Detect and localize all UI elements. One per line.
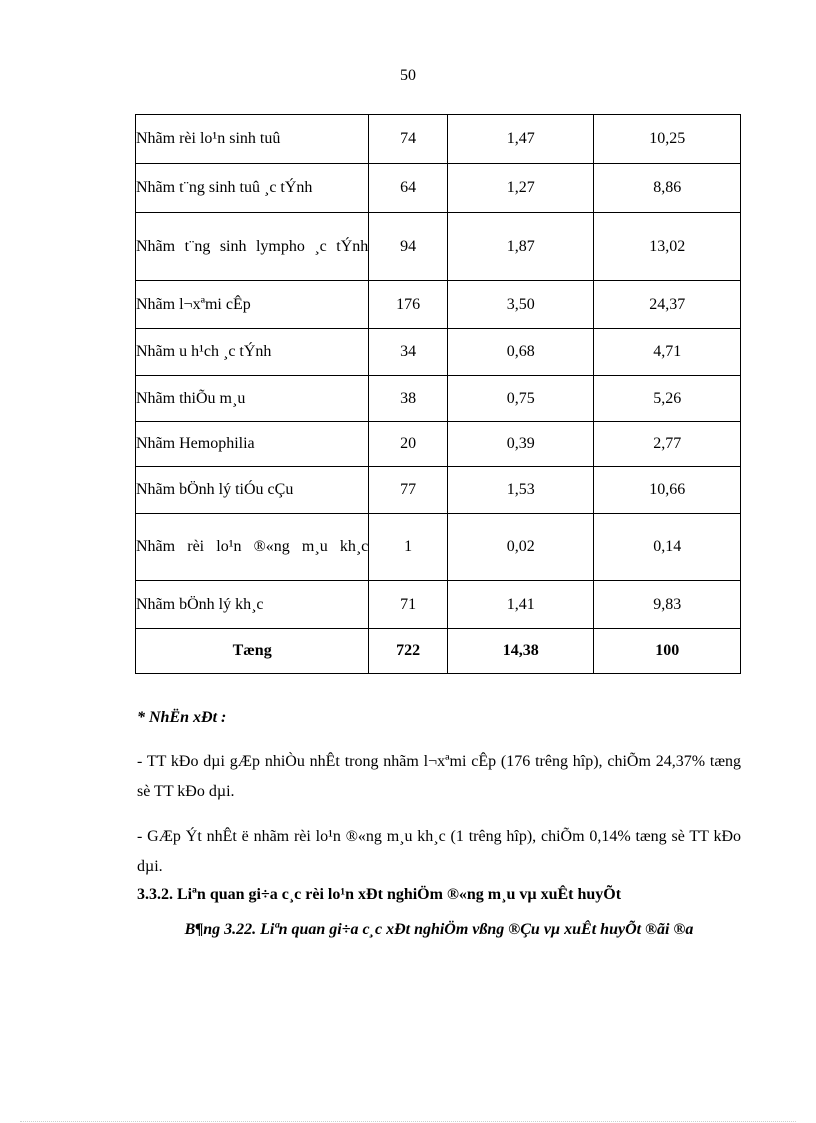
section-heading: 3.3.2. Liªn quan gi÷a c¸c rèi lo¹n xÐt nghiÖm ®«ng m¸u vµ xuÊt huyÕt: [137, 886, 622, 903]
case-count: 71: [369, 581, 448, 629]
percent-total: 1,47: [448, 115, 594, 164]
group-name: Nhãm bÖnh lý tiÓu cÇu: [136, 467, 369, 514]
table-row: [136, 422, 741, 467]
total-count: 722: [369, 629, 448, 674]
group-name: Nhãm Hemophilia: [136, 422, 369, 467]
case-count: 176: [369, 281, 448, 329]
percent-group: 13,02: [594, 213, 741, 281]
case-count: 74: [369, 115, 448, 164]
table-row: [136, 329, 741, 376]
percent-group: 9,83: [594, 581, 741, 629]
group-name: Nhãm rèi lo¹n ®«ng m¸u kh¸c: [136, 514, 369, 581]
group-name: Nhãm thiÕu m¸u: [136, 376, 369, 422]
group-name: Nhãm l¬xªmi cÊp: [136, 281, 369, 329]
table-row: [136, 115, 741, 164]
percent-total: 0,39: [448, 422, 594, 467]
group-name: Nhãm u h¹ch ¸c tÝnh: [136, 329, 369, 376]
group-name: Nhãm rèi lo¹n sinh tuû: [136, 115, 369, 164]
total-percent-group: 100: [594, 629, 741, 674]
percent-total: 1,41: [448, 581, 594, 629]
table-row: [136, 581, 741, 629]
total-row: [136, 629, 741, 674]
percent-group: 8,86: [594, 164, 741, 213]
total-label: Tæng: [136, 629, 369, 674]
table-row: [136, 213, 741, 281]
table-row: [136, 376, 741, 422]
table-caption: B¶ng 3.22. Liªn quan gi÷a c¸c xÐt nghiÖm vßng ®Çu vµ xuÊt huyÕt ®ãi ®a: [184, 921, 694, 938]
percent-total: 0,68: [448, 329, 594, 376]
group-name: Nhãm t¨ng sinh tuû ¸c tÝnh: [136, 164, 369, 213]
total-percent-total: 14,38: [448, 629, 594, 674]
group-name: Nhãm t¨ng sinh lympho ¸c tÝnh: [136, 213, 369, 281]
table-row: [136, 514, 741, 581]
percent-group: 5,26: [594, 376, 741, 422]
case-count: 38: [369, 376, 448, 422]
note-paragraph: - TT kÐo dµi gÆp nhiÒu nhÊt trong nhãm l¬xªmi cÊp (176 trêng hîp), chiÕm 24,37% tæng sè TT kÐo dµi.: [137, 753, 741, 800]
table-row: [136, 281, 741, 329]
note-title: * NhËn xÐt :: [137, 709, 227, 726]
case-count: 77: [369, 467, 448, 514]
case-count: 64: [369, 164, 448, 213]
table-row: [136, 467, 741, 514]
percent-total: 1,87: [448, 213, 594, 281]
percent-total: 3,50: [448, 281, 594, 329]
data-table: [135, 114, 741, 674]
page-number: 50: [400, 67, 416, 84]
case-count: 1: [369, 514, 448, 581]
percent-total: 1,27: [448, 164, 594, 213]
percent-group: 4,71: [594, 329, 741, 376]
percent-group: 10,66: [594, 467, 741, 514]
note-paragraph: - GÆp Ýt nhÊt ë nhãm rèi lo¹n ®«ng m¸u kh¸c (1 trêng hîp), chiÕm 0,14% tæng sè TT kÐo dµi.: [137, 828, 741, 875]
percent-group: 10,25: [594, 115, 741, 164]
case-count: 34: [369, 329, 448, 376]
percent-group: 24,37: [594, 281, 741, 329]
page-divider: [20, 1121, 796, 1122]
percent-total: 0,75: [448, 376, 594, 422]
case-count: 20: [369, 422, 448, 467]
percent-group: 0,14: [594, 514, 741, 581]
case-count: 94: [369, 213, 448, 281]
table-row: [136, 164, 741, 213]
group-name: Nhãm bÖnh lý kh¸c: [136, 581, 369, 629]
percent-total: 0,02: [448, 514, 594, 581]
percent-total: 1,53: [448, 467, 594, 514]
percent-group: 2,77: [594, 422, 741, 467]
